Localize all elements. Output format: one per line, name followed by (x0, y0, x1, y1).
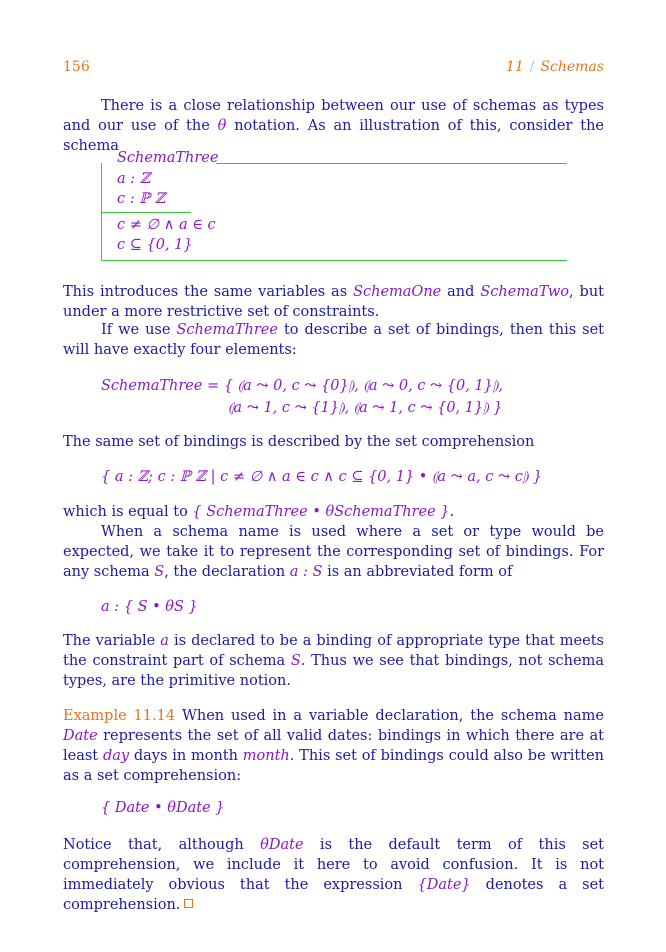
schema-ref: SchemaThree (176, 322, 278, 338)
schema-bottom-rule (101, 260, 567, 261)
text: represents the set of all valid dates: bindings in which there are at least (63, 728, 604, 764)
math-expression: { SchemaThree • θSchemaThree } (192, 504, 450, 520)
schema-predicate-1: c ≠ ∅ ∧ a ∈ c (117, 217, 216, 233)
text: is declared to be a binding of appropriate type that meets the constraint part of schema (63, 633, 604, 669)
end-of-example-icon (184, 899, 193, 908)
example-label: Example 11.14 (63, 708, 176, 724)
math-expression: a : S (289, 564, 323, 580)
text: , but under a more restrictive set of constraints. (63, 284, 605, 320)
text: , the declaration (164, 564, 290, 580)
paragraph-notice (63, 835, 604, 915)
text: which is equal to (63, 504, 193, 520)
text: If we use (101, 322, 177, 338)
schema-ref: SchemaTwo (480, 284, 570, 300)
equation-abbreviation: a : { S • θS } (101, 599, 198, 615)
schema-top-rule (216, 163, 567, 164)
text: to describe a set of bindings, then this set will have exactly four elements: (63, 322, 605, 358)
paragraph-intro (63, 96, 604, 156)
text: . (449, 504, 455, 520)
text: is the default term of this set comprehension, we include it here to avoid confusion. It is not immediately obvious that the expression (63, 837, 605, 893)
paragraph-bindings (63, 320, 604, 360)
page-number: 156 (63, 59, 90, 75)
chapter-title: Schemas (540, 59, 604, 75)
example-11-14 (63, 706, 604, 786)
text: When used in a variable declaration, the schema name (175, 708, 604, 724)
paragraph-comprehension: The same set of bindings is described by the set comprehension (63, 434, 535, 450)
paragraph-variable-a (63, 631, 604, 691)
paragraph-variables (63, 282, 604, 322)
text: . This set of bindings could also be written as a set comprehension: (63, 748, 604, 784)
text: When a schema name is used where a set or type would be expected, we take it to represent the corresponding set of bindings. For any schema (63, 524, 604, 580)
equation-date: { Date • θDate } (101, 800, 225, 816)
text: is an abbreviated form of (322, 564, 513, 580)
text: days in month (129, 748, 243, 764)
variable: a (160, 633, 169, 649)
schema-predicate-2: c ⊆ {0, 1} (117, 237, 193, 253)
text: denotes a set comprehension. (63, 877, 604, 913)
text: Notice that, although (63, 837, 261, 853)
schema-declaration-c: c : ℙ ℤ (117, 191, 166, 207)
schema-ref: SchemaOne (353, 284, 442, 300)
schema-name: SchemaThree (117, 150, 219, 166)
text: This introduces the same variables as (63, 284, 354, 300)
paragraph-schema-name (63, 522, 604, 582)
schema-ref: S (290, 653, 301, 669)
text: There is a close relationship between our use of schemas as types and our use of the (63, 98, 604, 134)
schema-ref: S (154, 564, 165, 580)
paragraph-equal (63, 502, 604, 522)
text: and (441, 284, 481, 300)
running-head (506, 59, 604, 75)
chapter-number: 11 (505, 59, 524, 75)
text: The variable (63, 633, 161, 649)
equation-comprehension: { a : ℤ; c : ℙ ℤ | c ≠ ∅ ∧ a ∈ c ∧ c ⊆ {0, 1} • ⦇a ⤳ a, c ⤳ c⦈ } (101, 469, 543, 485)
text: notation. As an illustration of this, consider the schema (63, 118, 605, 154)
theta-symbol: θ (217, 118, 227, 134)
header-separator: / (529, 59, 535, 75)
math-expression: {Date} (417, 877, 471, 893)
schema-divider (101, 212, 191, 213)
equation-bindings-line-1: SchemaThree = { ⦇a ⤳ 0, c ⤳ {0}⦈, ⦇a ⤳ 0, c ⤳ {0, 1}⦈, (101, 378, 503, 394)
equation-bindings-line-2: ⦇a ⤳ 1, c ⤳ {1}⦈, ⦇a ⤳ 1, c ⤳ {0, 1}⦈ } (228, 400, 503, 416)
schema-ref: Date (63, 728, 98, 744)
variable: day (102, 748, 130, 764)
variable: month (242, 748, 290, 764)
text: . Thus we see that bindings, not schema types, are the primitive notion. (63, 653, 604, 689)
schema-declaration-a: a : ℤ (117, 171, 151, 187)
math-expression: θDate (260, 837, 304, 853)
schema-box (101, 150, 567, 261)
